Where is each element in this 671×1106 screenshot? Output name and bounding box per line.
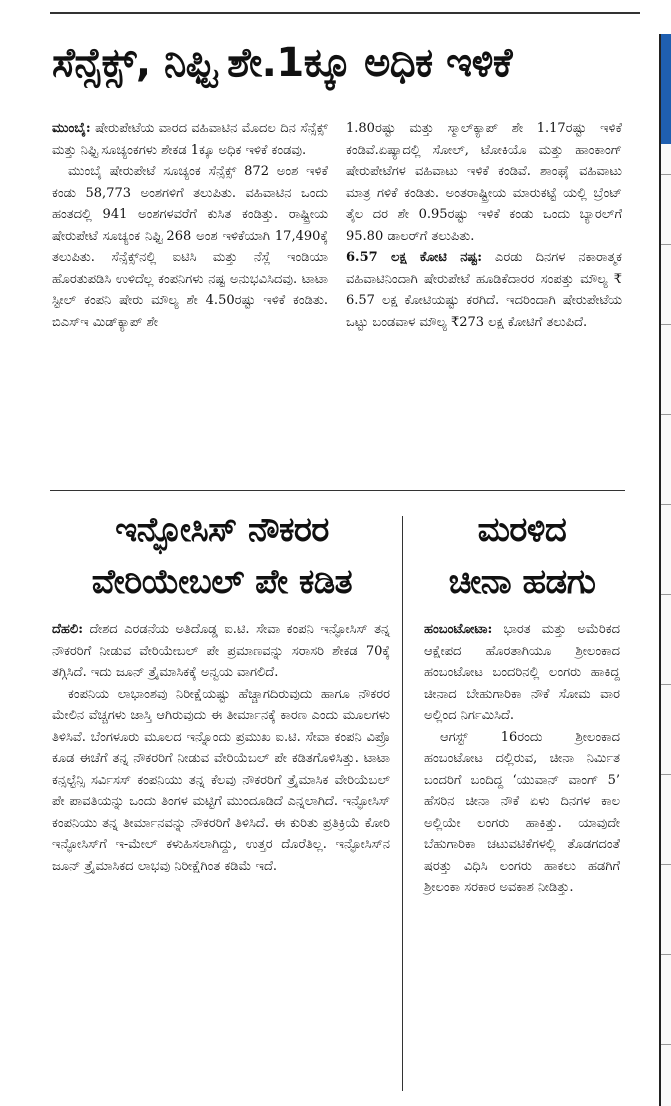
top-rule — [50, 12, 640, 14]
china-body — [424, 619, 620, 899]
sensex-subhead: 6.57 ಲಕ್ಷ ಕೋಟಿ ನಷ್ಟ: — [346, 250, 482, 265]
adjacent-page-line — [661, 504, 671, 505]
sensex-dateline: ಮುಂಬೈ: — [52, 121, 91, 136]
sensex-paragraph-4: ಎರಡು ದಿನಗಳ ನಕಾರಾತ್ಮಕ ವಹಿವಾಟಿನಿಂದಾಗಿ ಷೇರುಪೇಟೆ ಹೂಡಿಕೆದಾರರ ಸಂಪತ್ತು ಮೌಲ್ಯ ₹ 6.57 ಲಕ್ಷ ಕೋಟಿಯಷ್ಟು ಕರಗಿದೆ. ಇದರಿಂದಾಗಿ ಷೇರುಪೇಟೆಯ ಒಟ್ಟು ಬಂಡವಾಳ ಮೌಲ್ಯ ₹273 ಲಕ್ಷ ಕೋಟಿಗೆ ತಲುಪಿದೆ. — [346, 250, 622, 330]
adjacent-page-line — [661, 324, 671, 325]
adjacent-page-line — [661, 954, 671, 955]
adjacent-page-line — [661, 594, 671, 595]
china-paragraph-2: ಆಗಸ್ಟ್ 16ರಂದು ಶ್ರೀಲಂಕಾದ ಹಂಬಂಟೋಟ ದಲ್ಲಿರುವ, ಚೀನಾ ನಿರ್ಮಿತ ಬಂದರಿಗೆ ಬಂದಿದ್ದ ‘ಯುವಾನ್ ವಾಂಗ್ 5’ ಹೆಸರಿನ ಚೀನಾ ನೌಕೆ ಏಳು ದಿನಗಳ ಕಾಲ ಅಲ್ಲಿಯೇ ಲಂಗರು ಹಾಕಿತ್ತು. ಯಾವುದೇ ಬೆಹುಗಾರಿಕಾ ಚಟುವಟಿಕೆಗಳಲ್ಲಿ ತೊಡಗದಂತೆ ಷರತ್ತು ವಿಧಿಸಿ ಲಂಗರು ಹಾಕಲು ಹಡಗಿಗೆ ಶ್ರೀಲಂಕಾ ಸರಕಾರ ಅವಕಾಶ ನೀಡಿತ್ತು. — [424, 729, 620, 895]
adjacent-page-line — [661, 774, 671, 775]
china-headline-line-2: ಚೀನಾ ಹಡಗು — [448, 562, 596, 602]
section-divider — [50, 490, 625, 491]
adjacent-page-line — [661, 174, 671, 175]
china-paragraph-1: ಭಾರತ ಮತ್ತು ಅಮೆರಿಕದ ಆಕ್ಷೇಪದ ಹೊರತಾಗಿಯೂ ಶ್ರೀಲಂಕಾದ ಹಂಬಂಟೋಟ ಬಂದರಿನಲ್ಲಿ ಲಂಗರು ಹಾಕಿದ್ದ ಚೀನಾದ ಬೇಹುಗಾರಿಕಾ ನೌಕೆ ಸೋಮ ವಾರ ಅಲ್ಲಿಂದ ನಿರ್ಗಮಿಸಿದೆ. — [424, 622, 620, 723]
infosys-paragraph-2: ಕಂಪನಿಯ ಲಾಭಾಂಶವು ನಿರೀಕ್ಷೆಯಷ್ಟು ಹೆಚ್ಚಾಗದಿರುವುದು ಹಾಗೂ ನೌಕರರ ಮೇಲಿನ ವೆಚ್ಚಗಳು ಜಾಸ್ತಿ ಆಗಿರುವುದು ಈ ತೀರ್ಮಾನಕ್ಕೆ ಕಾರಣ ಎಂದು ಮೂಲಗಳು ತಿಳಿಸಿವೆ. ಬೆಂಗಳೂರು ಮೂಲದ ಇನ್ನೊಂದು ಪ್ರಮುಖ ಐ.ಟಿ. ಸೇವಾ ಕಂಪನಿ ವಿಪ್ರೊ ಕೂಡ ಈಚೆಗೆ ತನ್ನ ನೌಕರರಿಗೆ ನೀಡುವ ವೇರಿಯೆಬಲ್ ಪೇ ಕಡಿತಗೊಳಿಸಿತ್ತು. ಟಾಟಾ ಕನ್ಸಲ್ಟೆನ್ಸಿ ಸರ್ವಿಸಸ್ ಕಂಪನಿಯು ತನ್ನ ಕೆಲವು ನೌಕರರಿಗೆ ತ್ರೈಮಾಸಿಕ ವೇರಿಯೆಬಲ್ ಪೇ ಪಾವತಿಯನ್ನು ಒಂದು ತಿಂಗಳ ಮಟ್ಟಿಗೆ ಮುಂದೂಡಿದೆ ಎನ್ನಲಾಗಿದೆ. ಇನ್ಫೋಸಿಸ್ ಕಂಪನಿಯು ತನ್ನ ತೀರ್ಮಾನವನ್ನು ನೌಕರರಿಗೆ ತಿಳಿಸಿದೆ. ಈ ಕುರಿತು ಪ್ರತಿಕ್ರಿಯೆ ಕೋರಿ ಇನ್ಫೋಸಿಸ್‌ಗೆ ಇ-ಮೇಲ್ ಕಳುಹಿಸಲಾಗಿದ್ದು, ಉತ್ತರ ದೊರೆತಿಲ್ಲ. ಇನ್ಫೋಸಿಸ್‌ನ ಜೂನ್ ತ್ರೈಮಾಸಿಕದ ಲಾಭವು ನಿರೀಕ್ಷೆಗಿಂತ ಕಡಿಮೆ ಇದೆ. — [52, 686, 390, 874]
column-divider — [402, 516, 403, 1091]
sensex-paragraph-1: ಷೇರುಪೇಟೆಯ ವಾರದ ವಹಿವಾಟಿನ ಮೊದಲ ದಿನ ಸೆನ್ಸೆಕ್ಸ್ ಮತ್ತು ನಿಫ್ಟಿ ಸೂಚ್ಯಂಕಗಳು ಶೇಕಡ 1ಕ್ಕೂ ಅಧಿಕ ಇಳಿಕೆ ಕಂಡವು. — [52, 121, 328, 158]
sensex-paragraph-3: 1.80ರಷ್ಟು ಮತ್ತು ಸ್ಮಾಲ್‌ಕ್ಯಾಪ್ ಶೇ 1.17ರಷ್ಟು ಇಳಿಕೆ ಕಂಡಿವೆ.ಏಷ್ಯಾದಲ್ಲಿ ಸೋಲ್, ಟೋಕಿಯೊ ಮತ್ತು ಹಾಂಕಾಂಗ್ ಷೇರುಪೇಟೆಗಳ ವಹಿವಾಟು ಇಳಿಕೆ ಕಂಡಿವೆ. ಶಾಂಘೈ ವಹಿವಾಟು ಮಾತ್ರ ಗಳಿಕೆ ಕಂಡಿತು. ಅಂತರಾಷ್ಟ್ರೀಯ ಮಾರುಕಟ್ಟೆ ಯಲ್ಲಿ ಬ್ರೆಂಟ್ ತೈಲ ದರ ಶೇ 0.95ರಷ್ಟು ಇಳಿಕೆ ಕಂಡು ಒಂದು ಬ್ಯಾರಲ್‌ಗೆ 95.80 ಡಾಲರ್‌ಗೆ ತಲುಪಿತು. — [346, 121, 622, 244]
china-dateline: ಹಂಬಂಟೋಟಾ: — [424, 622, 493, 637]
adjacent-page-line — [661, 684, 671, 685]
infosys-headline-line-2: ವೇರಿಯೇಬಲ್ ಪೇ ಕಡಿತ — [91, 562, 353, 602]
infosys-body — [52, 619, 390, 877]
adjacent-page-edge — [659, 34, 671, 1106]
infosys-dateline: ದೆಹಲಿ: — [52, 622, 84, 637]
adjacent-page-line — [661, 244, 671, 245]
infosys-headline-line-1: ಇನ್ಫೋಸಿಸ್ ನೌಕರರ — [115, 510, 329, 550]
china-headline-line-1: ಮರಳಿದ — [477, 510, 567, 550]
adjacent-page-line — [661, 414, 671, 415]
adjacent-page-line — [661, 864, 671, 865]
sensex-paragraph-2: ಮುಂಬೈ ಷೇರುಪೇಟೆ ಸೂಚ್ಯಂಕ ಸೆನ್ಸೆಕ್ಸ್ 872 ಅಂಶ ಇಳಿಕೆ ಕಂಡು 58,773 ಅಂಶಗಳಿಗೆ ತಲುಪಿತು. ವಹಿವಾಟಿನ ಒಂದು ಹಂತದಲ್ಲಿ 941 ಅಂಶಗಳವರೆಗೆ ಕುಸಿತ ಕಂಡಿತ್ತು. ರಾಷ್ಟ್ರೀಯ ಷೇರುಪೇಟೆ ಸೂಚ್ಯಂಕ ನಿಫ್ಟಿ 268 ಅಂಶ ಇಳಿಕೆಯಾಗಿ 17,490ಕ್ಕೆ ತಲುಪಿತು. ಸೆನ್ಸೆಕ್ಸ್‌ನಲ್ಲಿ ಐಟಿಸಿ ಮತ್ತು ನೆಸ್ಲೆ ಇಂಡಿಯಾ ಹೊರತುಪಡಿಸಿ ಉಳಿದೆಲ್ಲ ಕಂಪನಿಗಳು ನಷ್ಟ ಅನುಭವಿಸಿದವು. ಟಾಟಾ ಸ್ಟೀಲ್ ಕಂಪನಿ ಷೇರು ಮೌಲ್ಯ ಶೇ 4.50ರಷ್ಟು ಇಳಿಕೆ ಕಂಡಿತು. ಬಿಎಸ್ಇ ಮಿಡ್‌ಕ್ಯಾಪ್ ಶೇ — [52, 164, 328, 330]
infosys-paragraph-1: ದೇಶದ ಎರಡನೆಯ ಅತಿದೊಡ್ಡ ಐ.ಟಿ. ಸೇವಾ ಕಂಪನಿ ಇನ್ಫೋಸಿಸ್ ತನ್ನ ನೌಕರರಿಗೆ ನೀಡುವ ವೇರಿಯೇಬಲ್ ಪೇ ಪ್ರಮಾಣವನ್ನು ಸರಾಸರಿ ಶೇಕಡ 70ಕ್ಕೆ ತಗ್ಗಿಸಿದೆ. ಇದು ಜೂನ್ ತ್ರೈಮಾಸಿಕಕ್ಕೆ ಅನ್ವಯ ವಾಗಲಿದೆ. — [52, 622, 390, 680]
sensex-headline: ಸೆನ್ಸೆಕ್ಸ್, ನಿಫ್ಟಿ ಶೇ.1ಕ್ಕೂ ಅಧಿಕ ಇಳಿಕೆ — [52, 40, 512, 86]
sensex-column-1 — [52, 118, 328, 333]
adjacent-page-color-band — [661, 34, 671, 144]
sensex-column-2 — [346, 118, 622, 333]
adjacent-page-line — [661, 1044, 671, 1045]
